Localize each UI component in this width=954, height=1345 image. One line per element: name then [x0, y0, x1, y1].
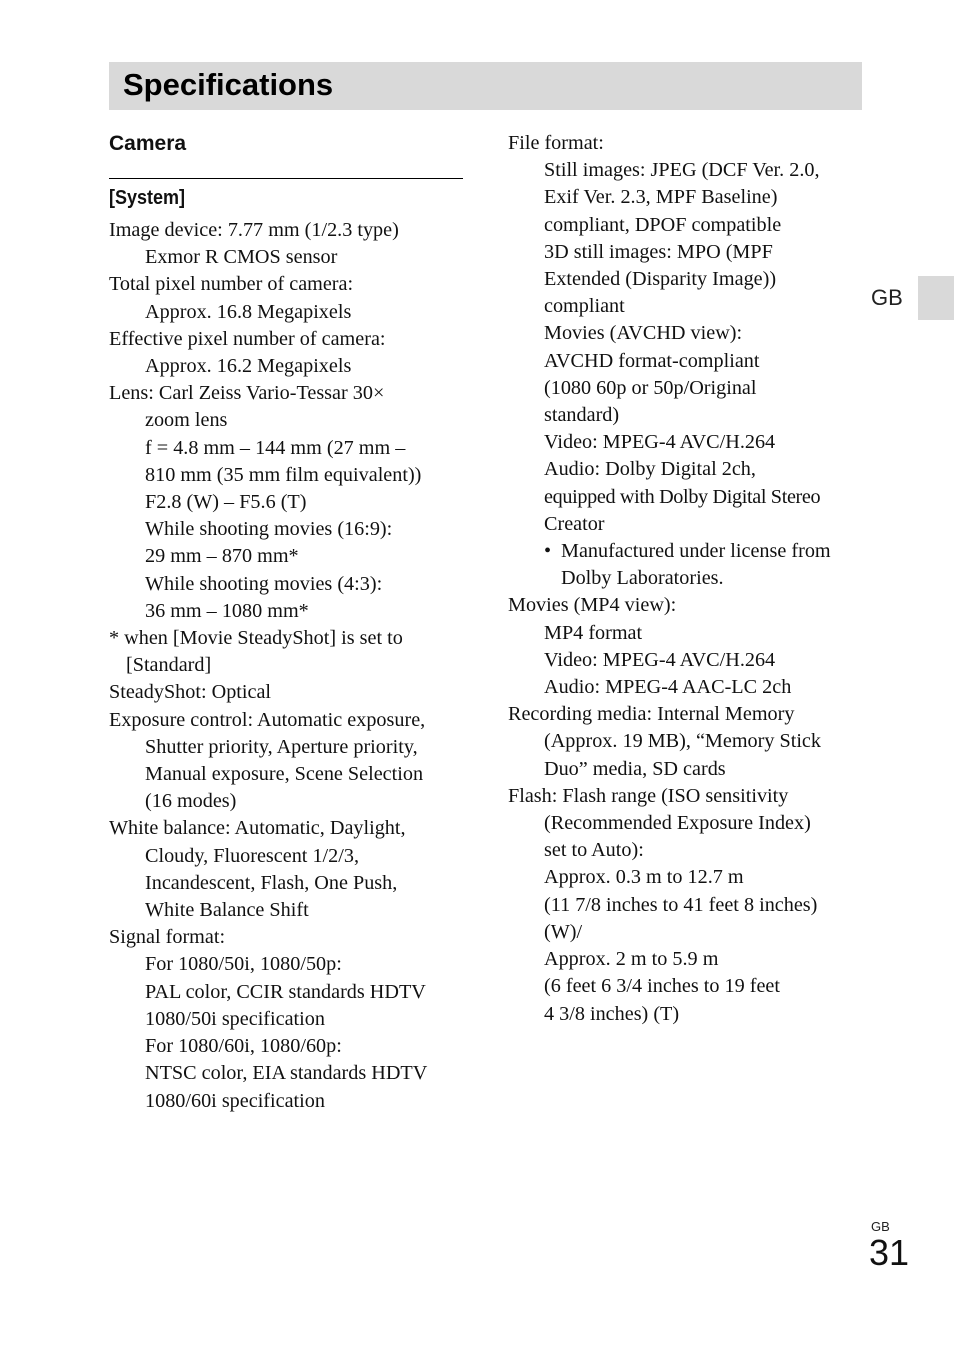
- spec-line: White Balance Shift: [145, 899, 309, 922]
- spec-line: White balance: Automatic, Daylight,: [109, 817, 406, 840]
- spec-line: Video: MPEG-4 AVC/H.264: [544, 431, 776, 454]
- spec-line: Cloudy, Fluorescent 1/2/3,: [145, 844, 360, 867]
- spec-line: Audio: Dolby Digital 2ch,: [544, 458, 756, 481]
- right-column: [508, 130, 868, 1028]
- section-heading-camera: Camera: [109, 132, 187, 155]
- spec-line: zoom lens: [145, 409, 228, 432]
- spec-line: Approx. 16.2 Megapixels: [145, 355, 352, 378]
- spec-line: (Approx. 19 MB), “Memory Stick: [544, 730, 821, 753]
- spec-flash: [508, 783, 868, 1028]
- spec-line: Approx. 0.3 m to 12.7 m: [544, 866, 744, 889]
- spec-line: While shooting movies (4:3):: [145, 572, 383, 595]
- spec-line: [Standard]: [126, 654, 212, 677]
- spec-line: (11 7/8 inches to 41 feet 8 inches): [544, 893, 818, 916]
- spec-steadyshot: [109, 679, 469, 706]
- spec-line: * when [Movie SteadyShot] is set to: [109, 627, 403, 650]
- spec-line: Extended (Disparity Image)): [544, 268, 777, 291]
- spec-line: Video: MPEG-4 AVC/H.264: [544, 648, 776, 671]
- spec-recording-media: [508, 701, 868, 783]
- spec-line: 36 mm – 1080 mm*: [145, 599, 309, 622]
- spec-line: Shutter priority, Aperture priority,: [145, 735, 418, 758]
- subheading-system: [System]: [109, 187, 186, 209]
- spec-line: AVCHD format-compliant: [544, 349, 760, 372]
- spec-line: 3D still images: MPO (MPF: [544, 240, 773, 263]
- spec-image-device: [109, 217, 469, 271]
- spec-line: (Recommended Exposure Index): [544, 812, 811, 835]
- spec-line: Exif Ver. 2.3, MPF Baseline): [544, 186, 778, 209]
- spec-footnote: [109, 625, 469, 679]
- spec-line: Signal format:: [109, 926, 226, 949]
- spec-white-balance: [109, 815, 469, 924]
- spec-line: compliant, DPOF compatible: [544, 213, 782, 236]
- spec-line: Duo” media, SD cards: [544, 757, 726, 780]
- spec-line: (16 modes): [145, 790, 237, 813]
- spec-line: equipped with Dolby Digital Stereo: [544, 485, 821, 508]
- bullet-glyph: •: [544, 540, 552, 563]
- spec-line: standard): [544, 404, 620, 427]
- spec-line: Recording media: Internal Memory: [508, 703, 795, 726]
- spec-line: NTSC color, EIA standards HDTV: [145, 1062, 428, 1085]
- spec-line: Effective pixel number of camera:: [109, 327, 386, 350]
- spec-line: f = 4.8 mm – 144 mm (27 mm –: [145, 436, 406, 459]
- spec-line: Image device: 7.77 mm (1/2.3 type): [109, 219, 399, 241]
- spec-line: Manufactured under license from: [561, 540, 831, 563]
- spec-line: While shooting movies (16:9):: [145, 518, 393, 541]
- page-number: 31: [869, 1232, 910, 1273]
- spec-line: File format:: [508, 132, 604, 154]
- spec-line: MP4 format: [544, 621, 643, 644]
- page-title: Specifications: [123, 67, 334, 102]
- spec-signal-format: [109, 924, 469, 1114]
- title-bar: [109, 62, 862, 110]
- spec-line: Dolby Laboratories.: [561, 567, 724, 590]
- spec-line: Manual exposure, Scene Selection: [145, 763, 424, 786]
- spec-line: 29 mm – 870 mm*: [145, 545, 299, 568]
- spec-line: Approx. 16.8 Megapixels: [145, 300, 352, 323]
- left-column: [109, 130, 469, 1115]
- spec-total-pixels: [109, 271, 469, 325]
- spec-line: For 1080/50i, 1080/50p:: [145, 953, 342, 976]
- spec-line: Exposure control: Automatic exposure,: [109, 708, 426, 731]
- spec-line: Audio: MPEG-4 AAC-LC 2ch: [544, 676, 792, 699]
- spec-file-format: [508, 130, 868, 592]
- spec-line: compliant: [544, 295, 625, 318]
- spec-line: Movies (AVCHD view):: [544, 322, 743, 345]
- spec-line: Lens: Carl Zeiss Vario-Tessar 30×: [109, 382, 385, 405]
- spec-line: 1080/60i specification: [145, 1089, 325, 1112]
- spec-line: For 1080/60i, 1080/60p:: [145, 1035, 342, 1058]
- side-language-label: GB: [871, 285, 903, 310]
- spec-line: Flash: Flash range (ISO sensitivity: [508, 784, 789, 807]
- spec-line: 4 3/8 inches) (T): [544, 1002, 680, 1025]
- spec-line: (W)/: [544, 920, 583, 943]
- spec-lens: [109, 380, 469, 625]
- spec-line: F2.8 (W) – F5.6 (T): [145, 491, 307, 514]
- spec-line: (6 feet 6 3/4 inches to 19 feet: [544, 975, 781, 998]
- spec-line: Still images: JPEG (DCF Ver. 2.0,: [544, 159, 820, 182]
- spec-effective-pixels: [109, 326, 469, 380]
- spec-line: Total pixel number of camera:: [109, 273, 354, 296]
- spec-line: Exmor R CMOS sensor: [145, 246, 338, 269]
- spec-exposure-control: [109, 707, 469, 816]
- spec-line: 1080/50i specification: [145, 1007, 325, 1030]
- page-language-code: GB: [871, 1219, 890, 1234]
- bullet-item: [508, 538, 868, 565]
- spec-line: Approx. 2 m to 5.9 m: [544, 948, 719, 971]
- spec-movies-mp4: [508, 592, 868, 701]
- spec-line: Incandescent, Flash, One Push,: [145, 871, 398, 894]
- side-tab-marker: [918, 276, 954, 320]
- spec-line: 810 mm (35 mm film equivalent)): [145, 463, 422, 486]
- spec-line: PAL color, CCIR standards HDTV: [145, 980, 426, 1003]
- spec-line: Creator: [544, 512, 605, 535]
- spec-line: Movies (MP4 view):: [508, 594, 677, 617]
- spec-line: (1080 60p or 50p/Original: [544, 376, 757, 399]
- spec-line: set to Auto):: [544, 839, 644, 862]
- section-divider: [109, 178, 463, 179]
- spec-line: SteadyShot: Optical: [109, 681, 272, 704]
